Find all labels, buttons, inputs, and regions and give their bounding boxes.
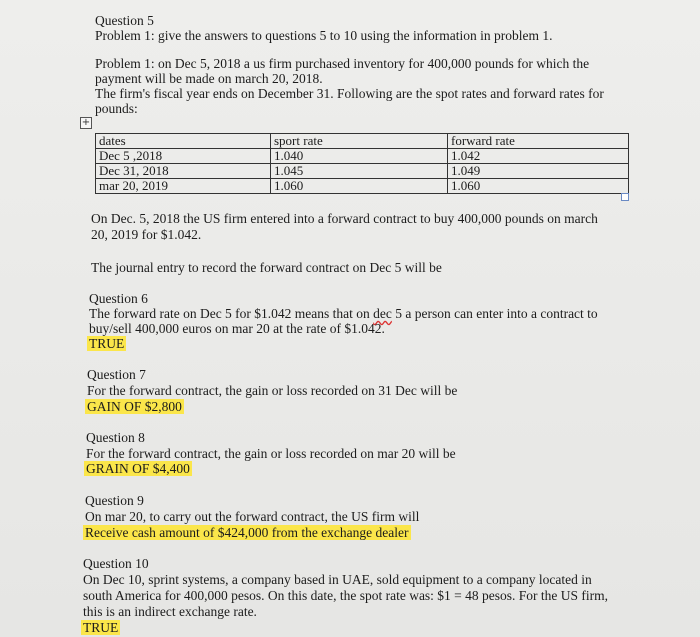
table-header-cell: forward rate	[448, 134, 629, 149]
plus-square-icon[interactable]: +	[81, 117, 91, 128]
problem-line-4: pounds:	[95, 101, 138, 116]
q10-line-3: this is an indirect exchange rate.	[83, 604, 257, 619]
q9-line-1: On mar 20, to carry out the forward contract, the US firm will	[85, 509, 420, 524]
problem-line-3: The firm's fiscal year ends on December 31. Following are the spot rates and forward rates for	[95, 86, 604, 101]
q10-title: Question 10	[83, 556, 149, 571]
table-header-row	[96, 134, 629, 149]
q6-line-1-post: 5 a person can enter into a contract to	[391, 306, 598, 321]
q9-answer-highlight: Receive cash amount of $424,000 from the exchange dealer	[85, 525, 409, 540]
q5-subtitle: Problem 1: give the answers to questions 5 to 10 using the information in problem 1.	[95, 28, 553, 43]
q7-answer-highlight: GAIN OF $2,800	[87, 399, 182, 414]
journal-entry-text: The journal entry to record the forward contract on Dec 5 will be	[91, 260, 442, 275]
q8-answer-highlight: GRAIN OF $4,400	[86, 461, 190, 476]
q6-answer	[87, 336, 126, 351]
q6-title: Question 6	[89, 291, 148, 306]
q8-title: Question 8	[86, 430, 145, 445]
q8-line-1: For the forward contract, the gain or loss recorded on mar 20 will be	[86, 446, 456, 461]
q10-answer	[81, 620, 120, 635]
table-cell: mar 20, 2019	[96, 179, 271, 194]
q7-line-1: For the forward contract, the gain or loss recorded on 31 Dec will be	[87, 383, 458, 398]
q10-answer-highlight: TRUE	[83, 620, 119, 635]
forward-contract-line-1: On Dec. 5, 2018 the US firm entered into a forward contract to buy 400,000 pounds on march	[91, 211, 598, 226]
table-cell: 1.042	[448, 149, 629, 164]
rates-table	[95, 133, 629, 194]
table-cell: Dec 31, 2018	[96, 164, 271, 179]
problem-line-1: Problem 1: on Dec 5, 2018 a us firm purchased inventory for 400,000 pounds for which the	[95, 56, 590, 71]
table-cell: Dec 5 ,2018	[96, 149, 271, 164]
resize-handle-icon[interactable]	[621, 193, 629, 201]
table-row	[96, 149, 629, 164]
forward-contract-line-2: 20, 2019 for $1.042.	[91, 227, 202, 242]
q6-line-1-word: dec	[373, 306, 392, 321]
table-cell: 1.040	[271, 149, 448, 164]
table-cell: 1.045	[271, 164, 448, 179]
table-header-cell: dates	[96, 134, 271, 149]
table-cell: 1.060	[448, 179, 629, 194]
q6-line-2: buy/sell 400,000 euros on mar 20 at the rate of $1.042.	[89, 321, 385, 336]
table-cell: 1.049	[448, 164, 629, 179]
q5-title: Question 5	[95, 13, 154, 28]
table-header-cell: sport rate	[271, 134, 448, 149]
q6-line-1-pre: The forward rate on Dec 5 for $1.042 means that on	[89, 306, 374, 321]
q7-answer	[85, 399, 184, 414]
problem-line-2: payment will be made on march 20, 2018.	[95, 71, 323, 86]
q6-answer-highlight: TRUE	[89, 336, 125, 351]
table-row	[96, 164, 629, 179]
q7-title: Question 7	[87, 367, 146, 382]
q10-line-1: On Dec 10, sprint systems, a company based in UAE, sold equipment to a company located in	[83, 572, 592, 587]
table-cell: 1.060	[271, 179, 448, 194]
q6-line-1	[89, 306, 598, 321]
table-row	[96, 179, 629, 194]
q9-answer	[83, 525, 411, 540]
q8-answer	[84, 461, 192, 476]
q9-title: Question 9	[85, 493, 144, 508]
q10-line-2: south America for 400,000 pesos. On this date, the spot rate was: $1 = 48 pesos. For the US firm,	[83, 588, 609, 603]
